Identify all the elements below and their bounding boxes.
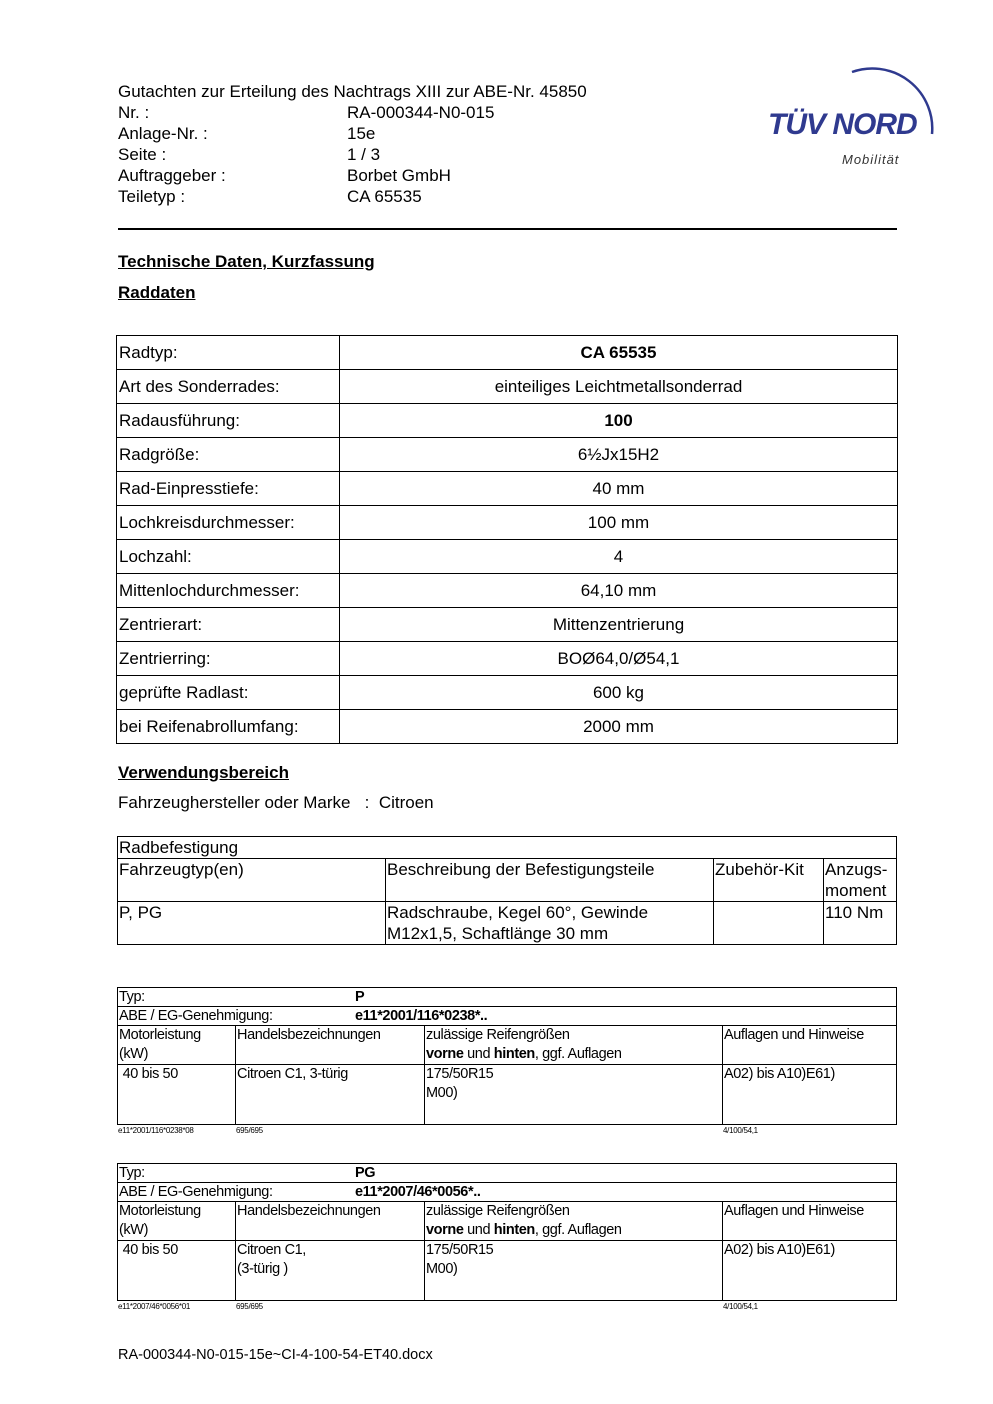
table-row: Lochzahl: 4 xyxy=(117,540,898,574)
type-table-pg xyxy=(117,1163,897,1311)
table-row: Typ: P xyxy=(118,988,897,1007)
table-row: 40 bis 50 Citroen C1, 3-türig 175/50R15 M00) A02) bis A10)E61) xyxy=(118,1065,897,1125)
table-row: 40 bis 50 Citroen C1, (3-türig ) 175/50R15 M00) A02) bis A10)E61) xyxy=(118,1241,897,1301)
tuv-nord-logo xyxy=(760,56,940,176)
table-row: Motorleistung (kW) Handelsbezeichnungen zulässige Reifengrößen vorne und hinten, ggf. Auflagen Auflagen und Hinweise xyxy=(118,1026,897,1065)
section-wheel-data: Raddaten xyxy=(118,283,196,302)
header-row-part-type: Teiletyp : CA 65535 xyxy=(118,187,422,206)
table-row: Mittenlochdurchmesser: 64,10 mm xyxy=(117,574,898,608)
type-table-footer: e11*2001/116*0238*08 695/695 4/100/54,1 xyxy=(118,1126,758,1135)
table-row: P, PG Radschraube, Kegel 60°, Gewinde M12x1,5, Schaftlänge 30 mm 110 Nm xyxy=(118,902,897,945)
type-table-footer: e11*2007/46*0056*01 695/695 4/100/54,1 xyxy=(118,1302,758,1311)
part-type: CA 65535 xyxy=(347,187,422,206)
logo-subtitle: Mobilität xyxy=(842,152,900,167)
table-row: Rad-Einpresstiefe: 40 mm xyxy=(117,472,898,506)
report-header xyxy=(118,81,587,207)
client-name: Borbet GmbH xyxy=(347,166,451,185)
logo-wordmark: TÜV NORD xyxy=(768,108,917,141)
table-row: Radtyp: CA 65535 xyxy=(117,336,898,370)
annex-number: 15e xyxy=(347,124,376,143)
header-row-annex: Anlage-Nr. : 15e xyxy=(118,124,376,143)
approval-number: e11*2001/116*0238*.. xyxy=(355,1008,488,1024)
table-row: Radgröße: 6½Jx15H2 xyxy=(117,438,898,472)
wheel-type-value: CA 65535 xyxy=(340,336,898,370)
table-row: bei Reifenabrollumfang: 2000 mm xyxy=(117,710,898,744)
type-value: PG xyxy=(355,1165,376,1181)
table-row: Zentrierart: Mittenzentrierung xyxy=(117,608,898,642)
table-row: geprüfte Radlast: 600 kg xyxy=(117,676,898,710)
table-row: Typ: PG xyxy=(118,1164,897,1183)
vehicle-manufacturer-line: Fahrzeughersteller oder Marke : Citroen xyxy=(118,793,434,812)
section-tech-data: Technische Daten, Kurzfassung xyxy=(118,252,375,271)
type-table-p xyxy=(117,987,897,1135)
manufacturer-value: Citroen xyxy=(378,793,434,812)
table-row: Radausführung: 100 xyxy=(117,404,898,438)
header-row-page: Seite : 1 / 3 xyxy=(118,145,381,164)
header-row-client: Auftraggeber : Borbet GmbH xyxy=(118,166,451,185)
report-number: RA-000344-N0-015 xyxy=(347,103,495,122)
table-row: Art des Sonderrades: einteiliges Leichtmetallsonderrad xyxy=(117,370,898,404)
wheel-data-table xyxy=(116,335,898,744)
header-row-number: Nr. : RA-000344-N0-015 xyxy=(118,103,495,122)
table-row: ABE / EG-Genehmigung: e11*2001/116*0238*.. xyxy=(118,1007,897,1026)
document-filename: RA-000344-N0-015-15e~CI-4-100-54-ET40.docx xyxy=(118,1347,433,1363)
type-value: P xyxy=(355,989,365,1005)
table-row: Lochkreisdurchmesser: 100 mm xyxy=(117,506,898,540)
table-row: Motorleistung (kW) Handelsbezeichnungen zulässige Reifengrößen vorne und hinten, ggf. Auflagen Auflagen und Hinweise xyxy=(118,1202,897,1241)
header-divider xyxy=(118,228,897,230)
table-row xyxy=(118,837,897,859)
table-row: ABE / EG-Genehmigung: e11*2007/46*0056*.. xyxy=(118,1183,897,1202)
page-number: 1 / 3 xyxy=(347,145,381,164)
approval-number: e11*2007/46*0056*.. xyxy=(355,1184,481,1200)
section-usage: Verwendungsbereich xyxy=(118,763,289,782)
report-title: Gutachten zur Erteilung des Nachtrags XIII zur ABE-Nr. 45850 xyxy=(118,82,587,101)
table-row: Zentrierring: BOØ64,0/Ø54,1 xyxy=(117,642,898,676)
mounting-title: Radbefestigung xyxy=(118,837,897,859)
mounting-table xyxy=(117,836,897,945)
table-row: Fahrzeugtyp(en) Beschreibung der Befestigungsteile Zubehör-Kit Anzugs- moment xyxy=(118,859,897,902)
